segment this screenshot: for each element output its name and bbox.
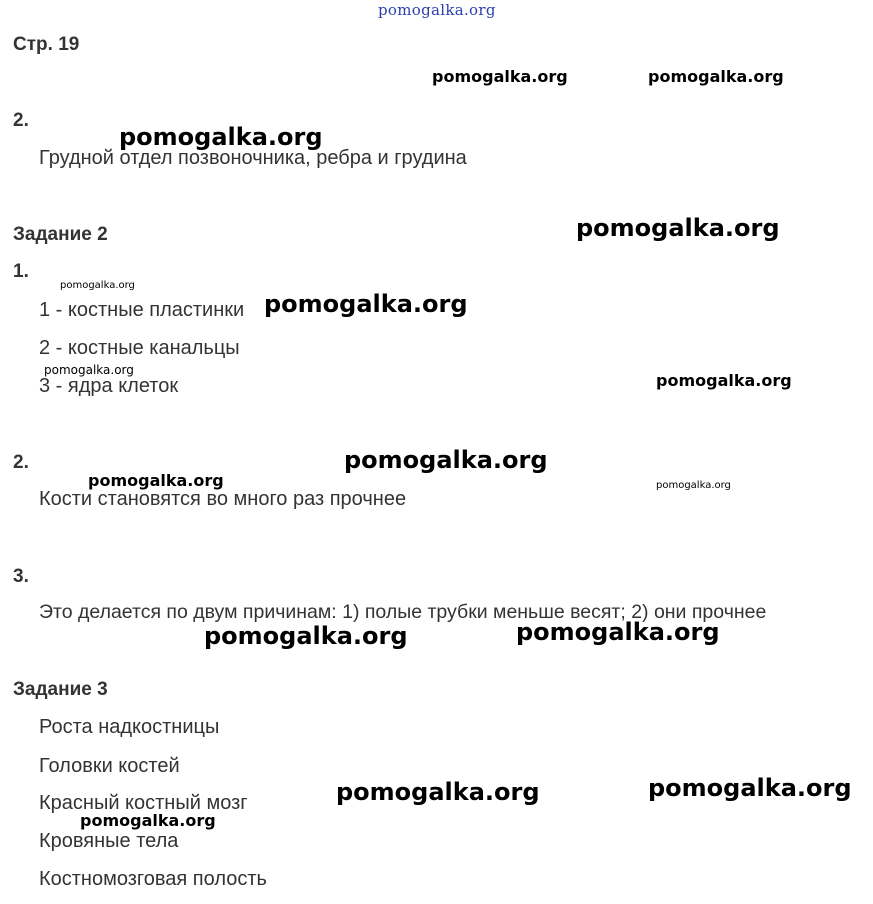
section-answer: Грудной отдел позвоночника, ребра и грудина (39, 147, 467, 169)
watermark: pomogalka.org (119, 123, 323, 151)
task3-title: Задание 3 (13, 679, 108, 700)
task2-item1-line3: 3 - ядра клеток (39, 375, 179, 397)
task3-line1: Роста надкостницы (39, 716, 220, 738)
watermark: pomogalka.org (60, 280, 135, 291)
watermark: pomogalka.org (656, 480, 731, 491)
watermark: pomogalka.org (204, 622, 408, 650)
task2-item3-line1: Это делается по двум причинам: 1) полые трубки меньше весят; 2) они прочнее (39, 601, 767, 623)
watermark: pomogalka.org (648, 774, 852, 802)
watermark-top: pomogalka.org (378, 1, 496, 19)
page-heading: Стр. 19 (13, 34, 80, 55)
task2-item2-number: 2. (13, 452, 29, 473)
watermark: pomogalka.org (336, 778, 540, 806)
task3-line4: Кровяные тела (39, 830, 179, 852)
task3-line2: Головки костей (39, 755, 180, 777)
watermark: pomogalka.org (344, 446, 548, 474)
watermark: pomogalka.org (516, 618, 720, 646)
task2-title: Задание 2 (13, 224, 108, 245)
watermark: pomogalka.org (44, 363, 134, 377)
task2-item3-number: 3. (13, 566, 29, 587)
watermark: pomogalka.org (576, 214, 780, 242)
section-number: 2. (13, 110, 29, 131)
task2-item1-number: 1. (13, 261, 29, 282)
watermark: pomogalka.org (80, 811, 216, 830)
watermark: pomogalka.org (264, 290, 468, 318)
watermark: pomogalka.org (88, 471, 224, 490)
task3-line5: Костномозговая полость (39, 868, 267, 890)
watermark: pomogalka.org (432, 67, 568, 86)
watermark: pomogalka.org (648, 67, 784, 86)
task3-line3: Красный костный мозг (39, 792, 248, 814)
task2-item1-line1: 1 - костные пластинки (39, 299, 245, 321)
task2-item2-line1: Кости становятся во много раз прочнее (39, 488, 407, 510)
task2-item1-line2: 2 - костные канальцы (39, 337, 240, 359)
watermark: pomogalka.org (656, 371, 792, 390)
